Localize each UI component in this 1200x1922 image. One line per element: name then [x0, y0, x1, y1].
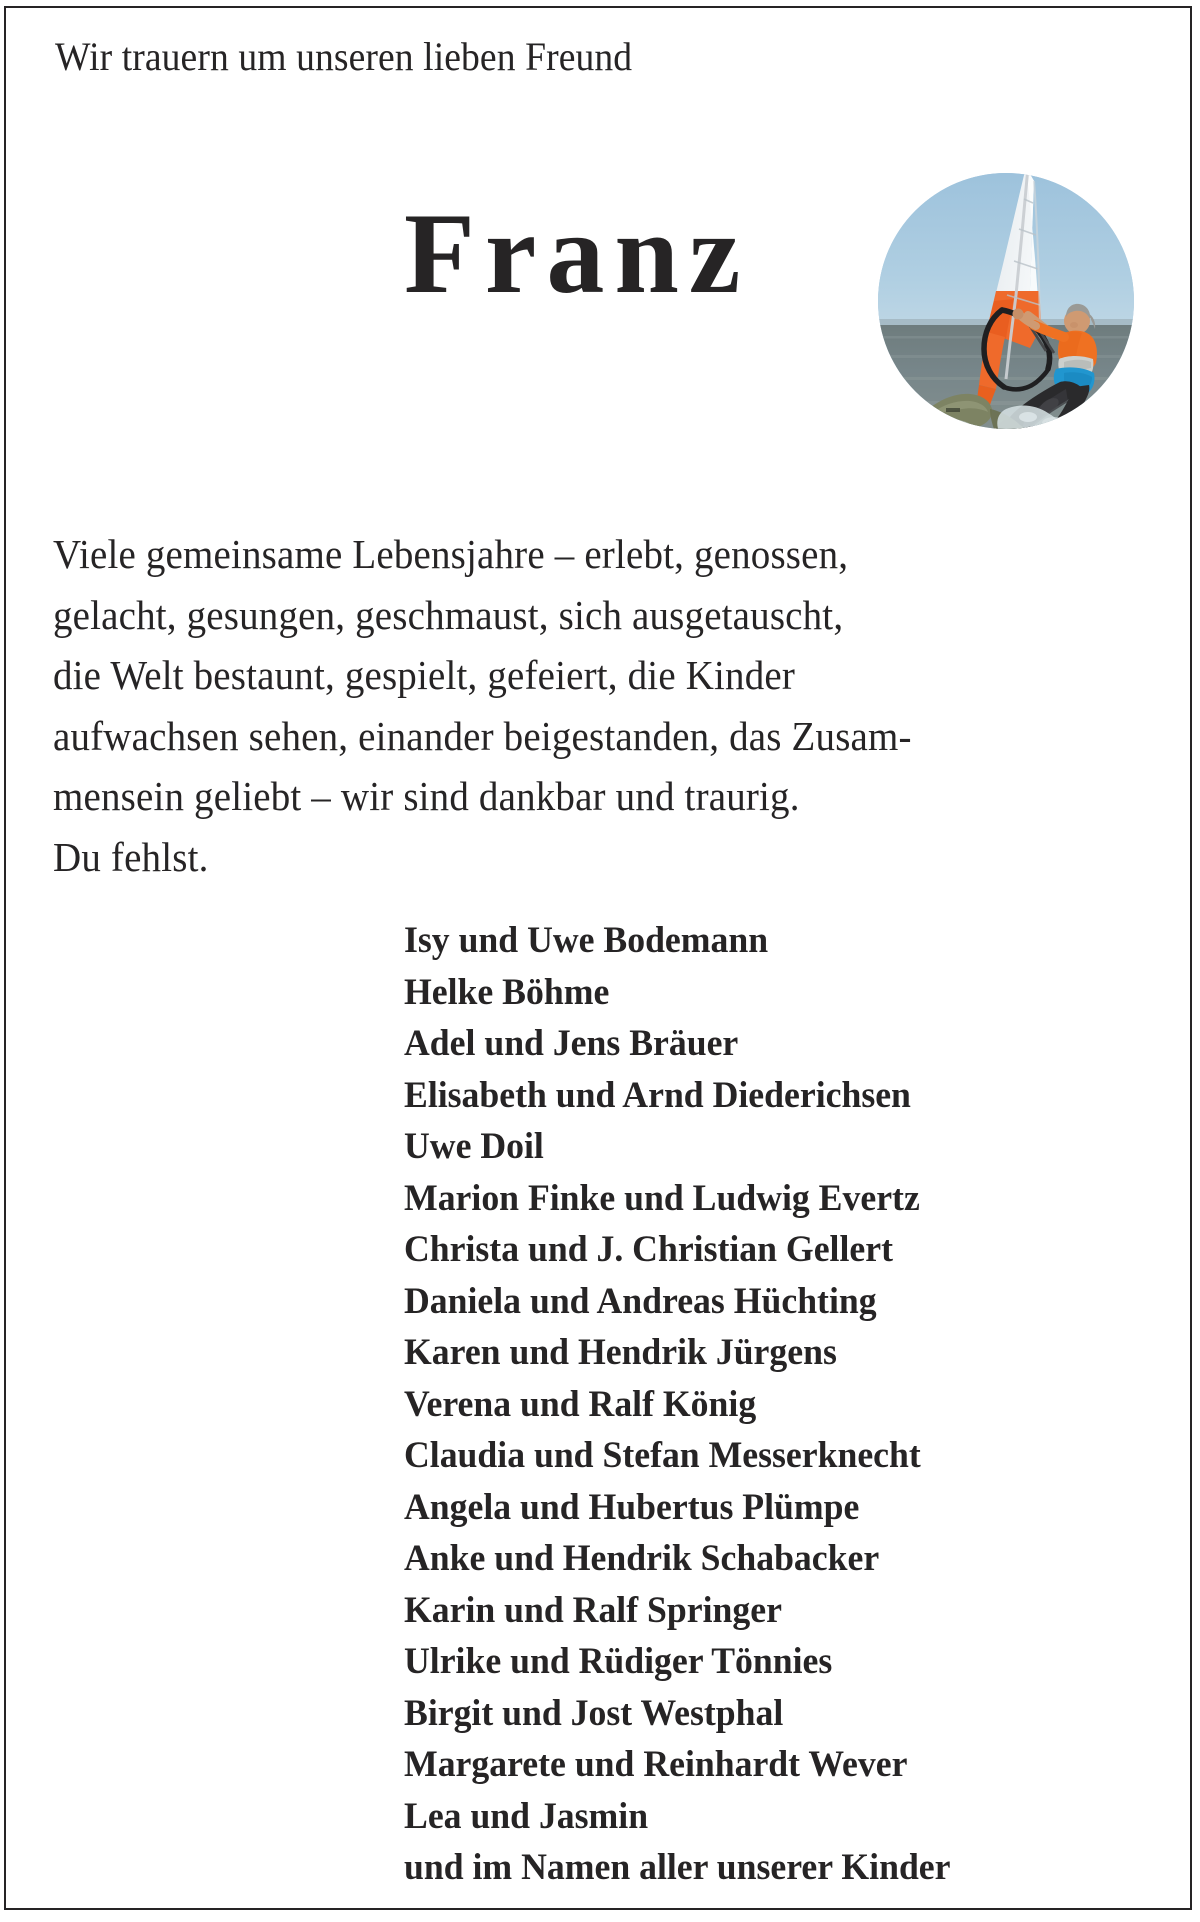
- signatory-item: Helke Böhme: [404, 971, 610, 1013]
- signatory-item: Birgit und Jost Westphal: [404, 1692, 784, 1734]
- signatory-item: Lea und Jasmin: [404, 1795, 649, 1837]
- obituary-card: [4, 6, 1192, 1910]
- tribute-line: Viele gemeinsame Lebensjahre – erlebt, genossen,: [53, 531, 849, 577]
- tribute-line: gelacht, gesungen, geschmaust, sich ausgetauscht,: [53, 591, 844, 638]
- tribute-line: die Welt bestaunt, gespielt, gefeiert, die Kinder: [53, 652, 796, 698]
- signatory-item: Anke und Hendrik Schabacker: [404, 1538, 880, 1579]
- tribute-line: Du fehlst.: [53, 833, 209, 880]
- signatory-item: Elisabeth und Arnd Diederichsen: [404, 1074, 911, 1116]
- signatory-item: Isy und Uwe Bodemann: [404, 920, 769, 961]
- signatory-item: Verena und Ralf König: [404, 1383, 757, 1425]
- deceased-name: Franz: [404, 190, 751, 318]
- signatory-item: Marion Finke und Ludwig Evertz: [404, 1177, 920, 1219]
- signatory-item: Uwe Doil: [404, 1126, 544, 1167]
- signatories-list: [404, 915, 1164, 1894]
- signatory-item: Ulrike und Rüdiger Tönnies: [404, 1641, 833, 1682]
- signatory-item: Daniela und Andreas Hüchting: [404, 1280, 877, 1322]
- signatory-item: Margarete und Reinhardt Wever: [404, 1744, 908, 1785]
- windsurfer-portrait-photo: [878, 173, 1134, 429]
- signatory-item: Christa und J. Christian Gellert: [404, 1229, 893, 1270]
- signatory-item: Angela und Hubertus Plümpe: [404, 1486, 860, 1528]
- signatory-item: Claudia und Stefan Messerknecht: [404, 1435, 921, 1476]
- mourning-heading: Wir trauern um unseren lieben Freund: [55, 34, 633, 79]
- tribute-line: mensein geliebt – wir sind dankbar und traurig.: [53, 773, 800, 819]
- windsurfer-scene-illustration: [878, 173, 1134, 429]
- signatory-item: und im Namen aller unserer Kinder: [404, 1847, 951, 1888]
- signatory-item: Karen und Hendrik Jürgens: [404, 1332, 837, 1373]
- signatory-item: Karin und Ralf Springer: [404, 1589, 782, 1631]
- tribute-line: aufwachsen sehen, einander beigestanden, das Zusam-: [53, 712, 912, 759]
- tribute-paragraph: [53, 524, 1143, 887]
- signatory-item: Adel und Jens Bräuer: [404, 1023, 739, 1064]
